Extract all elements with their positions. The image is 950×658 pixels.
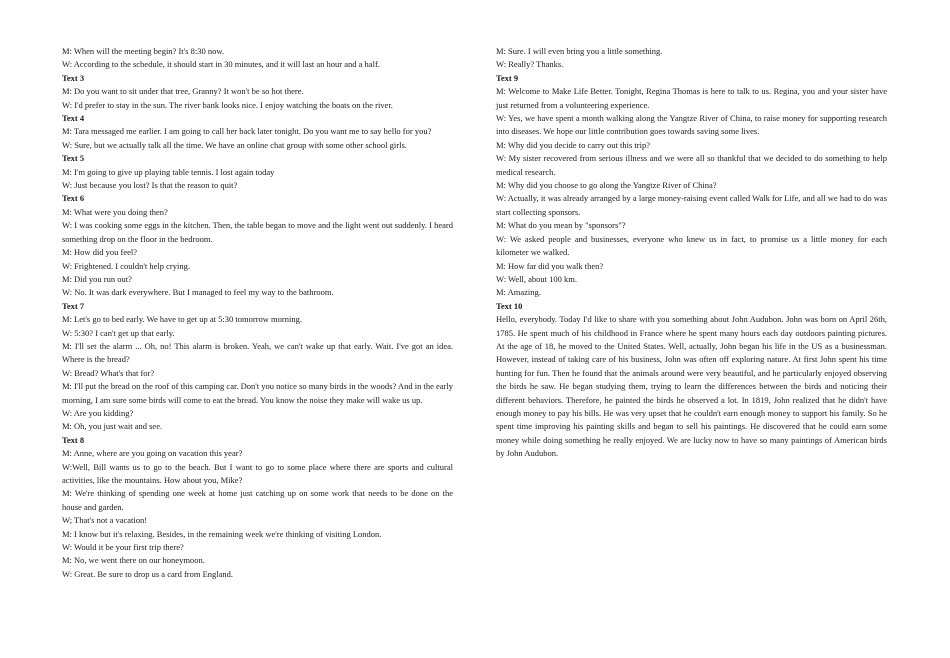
dialogue-line: W: I was cooking some eggs in the kitchen. Then, the table began to move and the light went out suddenly. I heard something drop on the floor in the bedroom. — [62, 220, 453, 244]
dialogue-line: W: Actually, it was already arranged by a large money-raising event called Walk for Life, and all we had to do was start collecting sponsors. — [496, 193, 887, 217]
dialogue-line: M: How did you feel? — [62, 247, 138, 258]
section-heading: Text 5 — [62, 153, 85, 164]
dialogue-line: M: No, we went there on our honeymoon. — [62, 555, 205, 566]
dialogue-line: M: Oh, you just wait and see. — [62, 421, 163, 432]
dialogue-line: M: Why did you choose to go along the Yangtze River of China? — [496, 180, 717, 191]
dialogue-line: M: I know but it's relaxing. Besides, in the remaining week we're thinking of visiting London. — [62, 528, 382, 539]
dialogue-line: M: Anne, where are you going on vacation this year? — [62, 448, 243, 459]
dialogue-line: M: I'll put the bread on the roof of this camping car. Don't you notice so many birds in the woods? And in the early morning, I am sure some birds will come to eat the bread. You know the noise they make will wake us up. — [62, 381, 453, 405]
section-heading: Text 4 — [62, 113, 85, 124]
section-heading: Text 9 — [496, 72, 519, 83]
right-column — [496, 45, 887, 461]
dialogue-line: M: Tara messaged me earlier. I am going to call her back later tonight. Do you want me to say hello for you? — [62, 126, 432, 137]
dialogue-line: W:Well, Bill wants us to go to the beach. But I want to go to some place where there are sports and cultural activities, like the mountains. How about you, Mike? — [62, 461, 453, 485]
dialogue-line: M: Amazing. — [496, 287, 541, 298]
dialogue-line: M: How far did you walk then? — [496, 260, 604, 271]
dialogue-line: W: 5:30? I can't get up that early. — [62, 327, 175, 338]
dialogue-line: W: Just because you lost? Is that the reason to quit? — [62, 180, 238, 191]
dialogue-line: Hello, everybody. Today I'd like to share with you something about John Audubon. John was born on April 26th, 1785. He spent much of his childhood in France where he spent many hours each day outdoors painting pictures. At the age of 18, he moved to the United States. Well, actually, John began his life in the US as a businessman. However, instead of taking care of his business, John was often off exploring nature. At first John spent his time hunting for fun. Then he found that the animals around were very beautiful, and he particularly enjoyed observing the birds he saw. He began studying them, trying to learn the differences between the birds and noticing their different behaviors. Therefore, he painted the birds he observed a lot. In 1819, John realized that he didn't have enough money to pay his bills. He was very upset that he couldn't earn enough money to support his family. So he spent time improving his painting skills and began to sell his paintings. He discovered that he could earn some money while doing something he really enjoyed. We are lucky now to have so many paintings of American birds by John Audubon. — [496, 314, 887, 459]
dialogue-line: W: According to the schedule, it should start in 30 minutes, and it will last an hour and a half. — [62, 59, 380, 70]
dialogue-line: M: We're thinking of spending one week at home just catching up on some work that needs to be done on the house and garden. — [62, 488, 453, 512]
dialogue-line: W: Sure, but we actually talk all the time. We have an online chat group with some other school girls. — [62, 139, 407, 150]
section-heading: Text 3 — [62, 72, 85, 83]
dialogue-line: W: My sister recovered from serious illness and we were all so thankful that we decided to do something to help medical research. — [496, 153, 887, 177]
dialogue-line: M: I'll set the alarm ... Oh, no! This alarm is broken. Yeah, we can't wake up that early. Wait. I've got an idea. Where is the bread? — [62, 340, 453, 365]
dialogue-line: M: What were you doing then? — [62, 206, 168, 217]
section-heading: Text 7 — [62, 300, 85, 311]
section-heading: Text 10 — [496, 300, 523, 311]
dialogue-line: W; That's not a vacation! — [62, 515, 148, 526]
dialogue-line: M: I'm going to give up playing table tennis. I lost again today — [62, 166, 275, 177]
dialogue-line: W: Well, about 100 km. — [496, 273, 577, 284]
dialogue-line: W: No. It was dark everywhere. But I managed to feel my way to the bathroom. — [62, 287, 334, 298]
section-heading: Text 8 — [62, 434, 85, 445]
dialogue-line: W: Would it be your first trip there? — [62, 542, 184, 553]
dialogue-line: M: Let's go to bed early. We have to get up at 5:30 tomorrow morning. — [62, 314, 302, 325]
dialogue-line: W: I'd prefer to stay in the sun. The river bank looks nice. I enjoy watching the boats on the river. — [62, 99, 393, 110]
dialogue-line: W: Frightened. I couldn't help crying. — [62, 260, 190, 271]
dialogue-line: M: Why did you decide to carry out this trip? — [496, 139, 650, 150]
section-heading: Text 6 — [62, 193, 85, 204]
dialogue-line: M: Sure. I will even bring you a little something. — [496, 46, 663, 56]
dialogue-line: W: We asked people and businesses, everyone who knew us in fact, to promise us a little money for each kilometer we walked. — [496, 233, 887, 258]
dialogue-line: W: Are you kidding? — [62, 407, 134, 418]
dialogue-line: W: Yes, we have spent a month walking along the Yangtze River of China, to raise money for supporting research into diseases. We hope our little contribution goes towards saving some lives. — [496, 113, 887, 137]
dialogue-line: M: What do you mean by "sponsors"? — [496, 220, 626, 231]
dialogue-line: W: Bread? What's that for? — [62, 367, 155, 378]
dialogue-line: M: Did you run out? — [62, 273, 132, 284]
dialogue-line: W: Great. Be sure to drop us a card from England. — [62, 568, 234, 579]
dialogue-line: M: When will the meeting begin? It's 8:30 now. — [62, 46, 225, 56]
dialogue-line: M: Welcome to Make Life Better. Tonight, Regina Thomas is here to talk to us. Regina, you and your sister have just returned from a volunteering experience. — [496, 86, 887, 110]
dialogue-line: W: Really? Thanks. — [496, 59, 564, 70]
left-column — [62, 45, 453, 581]
dialogue-line: M: Do you want to sit under that tree, Granny? It won't be so hot there. — [62, 86, 304, 97]
